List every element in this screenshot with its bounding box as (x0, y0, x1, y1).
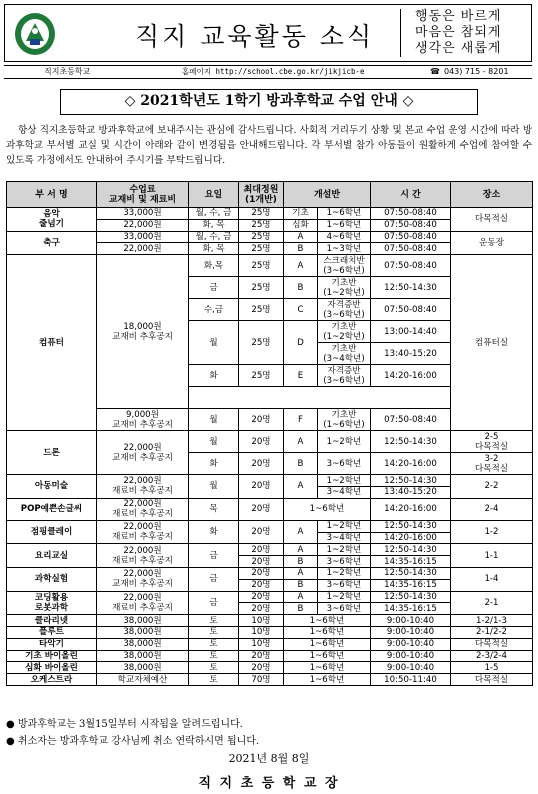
cell-time: 14:20-16:00 (371, 498, 451, 520)
cell-cap: 25명 (239, 243, 284, 255)
header-capacity: 최대정원 (1개반) (239, 182, 284, 208)
cell-day: 화 (189, 453, 239, 475)
cell-cap: 20명 (239, 431, 284, 453)
cell-grade: 1~6학년 (284, 674, 371, 686)
cell-place: 2-2 (451, 475, 533, 499)
cell-grade: 기초반 (1~2학년) (318, 321, 371, 343)
schedule-table (6, 181, 533, 686)
dept-orchestra: 오케스트라 (7, 674, 97, 686)
cell-place: 1-2/1-3 (451, 615, 533, 627)
cell-fee: 38,000원 (97, 638, 189, 650)
cell-cap: 25명 (239, 255, 284, 277)
header-fee: 수업료 교재비 및 재료비 (97, 182, 189, 208)
cell-place: 1-4 (451, 567, 533, 591)
cell-cap: 20명 (239, 556, 284, 568)
school-motto (415, 9, 525, 57)
cell-day: 토 (189, 615, 239, 627)
cell-grade: 3~6학년 (318, 556, 371, 568)
cell-grade: 1~6학년 (284, 662, 371, 674)
cell-fee: 22,000원 재료비 추후공지 (97, 520, 189, 544)
cell-fee: 9,000원 교재비 추후공지 (97, 409, 189, 431)
cell-grade: 1~2학년 (318, 591, 371, 603)
cell-fee: 22,000원 (97, 219, 189, 231)
cell-cap: 20명 (239, 475, 284, 499)
cell-cap: 25명 (239, 231, 284, 243)
cell-day: 금 (189, 591, 239, 615)
cell-time: 14:20-16:00 (371, 365, 451, 387)
cell-level: B (284, 453, 318, 475)
header-time: 시 간 (371, 182, 451, 208)
cell-time: 07:50-08:40 (371, 208, 451, 220)
cell-cap: 20명 (239, 567, 284, 579)
cell-place: 2-4 (451, 498, 533, 520)
cell-day: 월, 수, 금 (189, 208, 239, 220)
principal-signature: 직 지 초 등 학 교 장 (198, 776, 340, 791)
header-place: 장소 (451, 182, 533, 208)
cell-day: 목 (189, 498, 239, 520)
cell-day: 금 (189, 567, 239, 591)
cell-day: 월 (189, 475, 239, 499)
cell-time: 13:40-15:20 (371, 486, 451, 498)
cell-place: 3-2 다목적실 (451, 453, 533, 475)
cell-grade: 기초반 (1~6학년) (318, 409, 371, 431)
school-emblem-icon (13, 11, 57, 57)
cell-time: 14:20-16:00 (371, 453, 451, 475)
cell-level: A (284, 520, 318, 544)
cell-grade: 1~6학년 (318, 208, 371, 220)
cell-day: 화 (189, 520, 239, 544)
cell-fee: 33,000원 (97, 208, 189, 220)
table-row (7, 231, 533, 243)
cell-level: A (284, 475, 318, 499)
cell-time: 12:50-14:30 (371, 277, 451, 299)
cell-level: C (284, 299, 318, 321)
cell-fee: 38,000원 (97, 650, 189, 662)
cell-fee: 학교자체예산 (97, 674, 189, 686)
cell-level: A (284, 431, 318, 453)
cell-time: 13:00-14:40 (371, 321, 451, 343)
cell-time: 14:35-16:15 (371, 556, 451, 568)
cell-cap: 10명 (239, 638, 284, 650)
cell-grade: 1~6학년 (284, 626, 371, 638)
dept-jumping-clay: 점핑클레이 (7, 520, 97, 544)
dept-advanced-violin: 심화 바이올린 (7, 662, 97, 674)
table-row (7, 662, 533, 674)
cell-cap: 70명 (239, 674, 284, 686)
table-row (7, 255, 533, 277)
dept-basic-violin: 기초 바이올린 (7, 650, 97, 662)
cell-grade: 1~2학년 (318, 520, 371, 532)
footer-note-start: ● 방과후학교는 3월15일부터 시작됨을 알려드립니다. (6, 719, 243, 730)
cell-cap: 25명 (239, 219, 284, 231)
cell-time: 07:50-08:40 (371, 299, 451, 321)
table-row (7, 475, 533, 487)
dept-kids-art: 아동미술 (7, 475, 97, 499)
table-row (7, 544, 533, 556)
cell-time: 14:35-16:15 (371, 579, 451, 591)
cell-day: 화 (189, 365, 239, 387)
cell-time: 14:35-16:15 (371, 603, 451, 615)
cell-place: 2-3/2-4 (451, 650, 533, 662)
cell-place: 다목적실 (451, 208, 533, 232)
cell-time: 07:50-08:40 (371, 231, 451, 243)
cell-day: 월, 수, 금 (189, 231, 239, 243)
cell-level: D (284, 321, 318, 365)
cell-day: 화,목 (189, 255, 239, 277)
cell-grade: 3~4학년 (318, 486, 371, 498)
cell-grade: 1~2학년 (318, 567, 371, 579)
cell-level: A (284, 231, 318, 243)
homepage-link[interactable]: 홈페이지 http://school.cbe.go.kr/jikjicb-e (182, 67, 365, 76)
cell-fee: 22,000원 재료비 추후공지 (97, 591, 189, 615)
cell-cap: 25명 (239, 208, 284, 220)
cell-level: 심화 (284, 219, 318, 231)
notice-intro: 항상 직지초등학교 방과후학교에 보내주시는 관심에 감사드립니다. 사회적 거리두기 상황 및 본교 수업 운영 시간에 따라 방과후학교 부서별 교실 및 시간이 아래와 같이 변경됨을 안내해드립니다. 각 부서별 참가 아동들이 원활하게 수업에 참여할 수 있도록 가정에서도 안내하여 주시기를 부탁드립니다. (6, 125, 532, 166)
cell-time: 07:50-08:40 (371, 219, 451, 231)
header-divider (400, 9, 401, 57)
cell-cap: 25명 (239, 299, 284, 321)
cell-level: A (284, 591, 318, 603)
cell-day: 수,금 (189, 299, 239, 321)
cell-fee: 22,000원 재료비 추후공지 (97, 544, 189, 568)
cell-time: 9:00-10:40 (371, 662, 451, 674)
cell-grade: 1~2학년 (318, 475, 371, 487)
cell-grade: 기초반 (3~4학년) (318, 343, 371, 365)
cell-time: 12:50-14:30 (371, 544, 451, 556)
cell-time: 07:50-08:40 (371, 243, 451, 255)
cell-day: 월 (189, 409, 239, 431)
cell-grade: 3~6학년 (318, 579, 371, 591)
cell-grade: 3~6학년 (318, 453, 371, 475)
cell-cap: 20명 (239, 520, 284, 544)
cell-fee: 22,000원 교재비 추후공지 (97, 567, 189, 591)
cell-grade: 1~6학년 (284, 650, 371, 662)
cell-fee: 22,000원 재료비 추후공지 (97, 475, 189, 499)
cell-cap: 20명 (239, 603, 284, 615)
cell-place: 2-1/2-2 (451, 626, 533, 638)
issue-date: 2021년 8월 8일 (228, 752, 310, 765)
table-row (7, 674, 533, 686)
cell-cap: 20명 (239, 544, 284, 556)
cell-cap: 25명 (239, 277, 284, 299)
dept-computer: 컴퓨터 (7, 255, 97, 431)
table-row (7, 520, 533, 532)
cell-cap: 20명 (239, 591, 284, 603)
cell-place: 1-1 (451, 544, 533, 568)
cell-day: 토 (189, 626, 239, 638)
dept-soccer: 축구 (7, 231, 97, 255)
cell-time: 12:50-14:30 (371, 431, 451, 453)
cell-level: B (284, 603, 318, 615)
cell-place: 다목적실 (451, 674, 533, 686)
cell-day: 월 (189, 321, 239, 365)
dept-cooking: 요리교실 (7, 544, 97, 568)
cell-grade: 1~6학년 (284, 498, 371, 520)
cell-grade: 1~2학년 (318, 544, 371, 556)
cell-day: 토 (189, 662, 239, 674)
cell-time: 14:20-16:00 (371, 532, 451, 544)
cell-grade: 1~3학년 (318, 243, 371, 255)
table-row (7, 567, 533, 579)
cell-fee: 33,000원 (97, 231, 189, 243)
cell-place: 다목적실 (451, 638, 533, 650)
cell-day: 금 (189, 544, 239, 568)
cell-grade: 3~6학년 (318, 603, 371, 615)
cell-day: 토 (189, 638, 239, 650)
dept-pop-lettering: POP예쁜손글씨 (7, 498, 97, 520)
header-day: 요일 (189, 182, 239, 208)
cell-time: 12:50-14:30 (371, 475, 451, 487)
dept-flute: 플루트 (7, 626, 97, 638)
cell-cap: 20명 (239, 650, 284, 662)
cell-cap: 20명 (239, 498, 284, 520)
table-row (7, 650, 533, 662)
footer-note-cancel: ● 취소자는 방과후학교 강사님께 취소 연락하시면 됩니다. (6, 736, 260, 747)
cell-time: 9:00-10:40 (371, 615, 451, 627)
cell-fee: 38,000원 (97, 615, 189, 627)
cell-grade: 1~2학년 (318, 431, 371, 453)
cell-level: B (284, 579, 318, 591)
cell-fee: 22,000원 재료비 추후공지 (97, 498, 189, 520)
cell-level: 기초 (284, 208, 318, 220)
cell-fee: 22,000원 교재비 추후공지 (97, 431, 189, 475)
cell-cap: 20명 (239, 662, 284, 674)
table-header-row (7, 182, 533, 208)
newsletter-header (4, 4, 532, 62)
cell-place: 2-1 (451, 591, 533, 615)
cell-time: 9:00-10:40 (371, 638, 451, 650)
cell-cap: 25명 (239, 321, 284, 365)
cell-day: 토 (189, 674, 239, 686)
cell-place: 컴퓨터실 (451, 255, 533, 431)
cell-day: 금 (189, 277, 239, 299)
cell-place: 1-2 (451, 520, 533, 544)
cell-cap: 25명 (239, 365, 284, 387)
table-row (7, 208, 533, 220)
cell-place: 1-5 (451, 662, 533, 674)
cell-cap: 20명 (239, 579, 284, 591)
cell-level: B (284, 556, 318, 568)
cell-fee: 18,000원 교재비 추후공지 (97, 255, 189, 409)
cell-grade: 1~6학년 (284, 638, 371, 650)
cell-level: B (284, 243, 318, 255)
cell-place: 2-5 다목적실 (451, 431, 533, 453)
cell-fee: 38,000원 (97, 626, 189, 638)
table-row (7, 431, 533, 453)
cell-time: 12:50-14:30 (371, 567, 451, 579)
dept-science: 과학실험 (7, 567, 97, 591)
cell-day: 화, 목 (189, 243, 239, 255)
cell-time: 12:50-14:30 (371, 520, 451, 532)
cell-cap: 10명 (239, 615, 284, 627)
motto-line: 생각은 새롭게 (415, 41, 502, 56)
cell-grade: 자격증반 (3~6학년) (318, 299, 371, 321)
cell-cap: 20명 (239, 409, 284, 431)
cell-time: 07:50-08:40 (371, 255, 451, 277)
cell-day: 토 (189, 650, 239, 662)
cell-time: 12:50-14:30 (371, 591, 451, 603)
table-row (7, 626, 533, 638)
dept-percussion: 타악기 (7, 638, 97, 650)
cell-time: 10:50-11:40 (371, 674, 451, 686)
cell-grade: 기초반 (1~2학년) (318, 277, 371, 299)
cell-time: 13:40-15:20 (371, 343, 451, 365)
motto-line: 마음은 참되게 (415, 25, 502, 40)
cell-time: 9:00-10:40 (371, 626, 451, 638)
cell-level: A (284, 255, 318, 277)
phone-icon: ☎ (430, 67, 440, 76)
cell-level: A (284, 544, 318, 556)
header-class: 개설반 (284, 182, 371, 208)
cell-level: F (284, 409, 318, 431)
dept-clarinet: 클라리넷 (7, 615, 97, 627)
cell-day: 화, 목 (189, 219, 239, 231)
cell-time: 07:50-08:40 (371, 409, 451, 431)
notice-title: ◇ 2021학년도 1학기 방과후학교 수업 안내 ◇ (60, 89, 478, 115)
cell-day: 월 (189, 431, 239, 453)
cell-grade: 4~6학년 (318, 231, 371, 243)
school-name: 직지초등학교 (44, 67, 91, 76)
header-dept: 부 서 명 (7, 182, 97, 208)
cell-time: 9:00-10:40 (371, 650, 451, 662)
table-row (7, 591, 533, 603)
cell-cap: 20명 (239, 453, 284, 475)
table-row (7, 638, 533, 650)
cell-level: B (284, 277, 318, 299)
cell-fee: 38,000원 (97, 662, 189, 674)
cell-place: 운동장 (451, 231, 533, 255)
dept-coding-robot: 코딩활용 로봇과학 (7, 591, 97, 615)
cell-grade: 3~4학년 (318, 532, 371, 544)
cell-cap: 10명 (239, 626, 284, 638)
motto-line: 행동은 바르게 (415, 9, 502, 24)
cell-level: A (284, 567, 318, 579)
school-info-bar (4, 65, 532, 79)
cell-grade: 자격증반 (3~6학년) (318, 365, 371, 387)
cell-grade: 1~6학년 (318, 219, 371, 231)
table-row (7, 615, 533, 627)
dept-music-rope: 음악 줄넘기 (7, 208, 97, 232)
newsletter-title: 직지 교육활동 소식 (135, 22, 375, 51)
cell-level: E (284, 365, 318, 387)
cell-grade: 1~6학년 (284, 615, 371, 627)
cell-fee: 22,000원 (97, 243, 189, 255)
cell-grade: 스크래치반 (3~6학년) (318, 255, 371, 277)
table-row (7, 498, 533, 520)
phone-number: 043) 715 - 8201 (444, 67, 509, 76)
dept-drone: 드론 (7, 431, 97, 475)
